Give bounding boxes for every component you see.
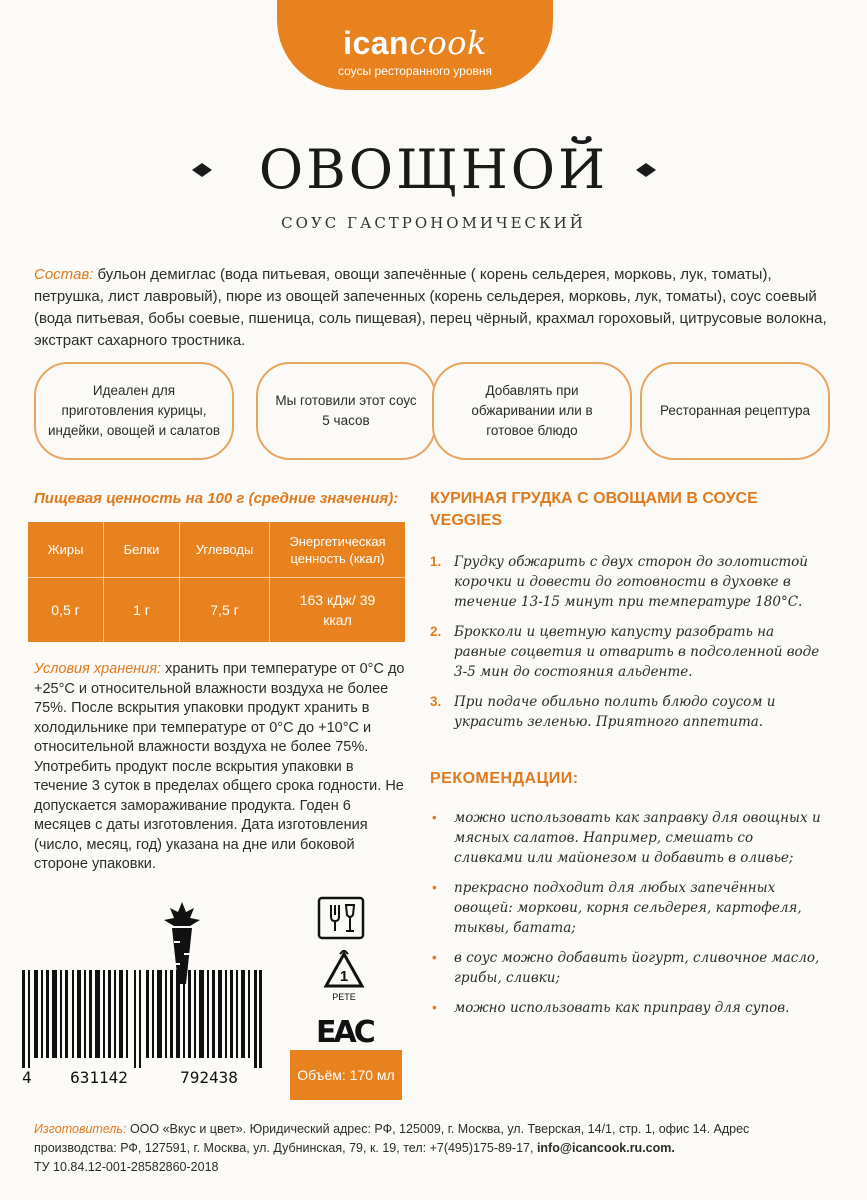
manufacturer-label: Изготовитель:: [34, 1122, 127, 1136]
product-subtitle: СОУС ГАСТРОНОМИЧЕСКИЙ: [281, 214, 586, 232]
manufacturer-text: ООО «Вкус и цвет». Юридический адрес: РФ, 125009, г. Москва, ул. Тверская, 14/1, стр. 1, офис 14. Адрес производства: РФ, 127591, г. Москва, ул. Дубнинская, 79, к. 19, тел: +7(495)175-89-17,: [34, 1122, 750, 1155]
feature-badges: [30, 362, 830, 462]
feature-badge: Ресторанная рецептура: [640, 362, 830, 460]
barcode-digit-group: 792438: [180, 1068, 238, 1087]
barcode-digit-group: 631142: [70, 1068, 128, 1087]
bullet-icon: •: [432, 950, 437, 965]
recommendation-item: [430, 948, 825, 988]
barcode: [22, 970, 262, 1068]
technical-spec: ТУ 10.84.12-001-28582860-2018: [34, 1160, 219, 1174]
recommendation-text: можно использовать как заправку для овощных и мясных салатов. Например, смешать со сливками или майонезом и добавить в оливье;: [454, 810, 821, 866]
nutrition-value-cell: 0,5 г: [28, 578, 104, 642]
manufacturer-email: info@icancook.ru.com.: [536, 1141, 675, 1155]
product-title: ОВОЩНОЙ: [258, 138, 609, 201]
nutrition-header-cell: Белки: [104, 522, 180, 577]
brand-name-script: cook: [409, 24, 487, 62]
bullet-icon: •: [432, 810, 437, 825]
recipe-step: [430, 552, 825, 612]
nutrition-value-cell: 7,5 г: [180, 578, 270, 642]
recommendation-item: [430, 878, 825, 938]
brand-tagline: соусы ресторанного уровня: [338, 64, 492, 78]
recipe-steps: [430, 552, 825, 742]
composition-label: Состав:: [34, 266, 94, 283]
step-number: 1.: [430, 554, 442, 569]
recommendation-item: [430, 998, 825, 1018]
feature-badge: Добавлять при обжаривании или в готовое блюдо: [432, 362, 632, 460]
bullet-icon: •: [432, 1000, 437, 1015]
title-ornament-right: [632, 160, 658, 180]
manufacturer-address: [34, 1120, 834, 1158]
eac-mark-icon: EAC: [316, 1015, 373, 1050]
nutrition-value-cell: 1 г: [104, 578, 180, 642]
feature-badge: Мы готовили этот соус 5 часов: [256, 362, 436, 460]
composition: [34, 264, 834, 352]
recommendations-list: [430, 808, 825, 1028]
recommendation-text: можно использовать как приправу для супов.: [454, 1000, 790, 1016]
recipe-title: КУРИНАЯ ГРУДКА С ОВОЩАМИ В СОУСЕ VEGGIES: [430, 490, 758, 529]
nutrition-header-cell: Энергетическая ценность (ккал): [289, 533, 386, 566]
brand-name-bold: ican: [343, 25, 410, 61]
recommendations-title: РЕКОМЕНДАЦИИ:: [430, 770, 579, 787]
brand-name: [277, 24, 553, 62]
composition-text: бульон демиглас (вода питьевая, овощи запечённые ( корень сельдерея, морковь, лук, томаты), петрушка, лист лавровый), пюре из овощей запеченных (корень сельдерея, морковь, лук, томаты), соус соевый (вода питьевая, бобы соевые, пшеница, соль пищевая), перец чёрный, крахмал гороховый, цитрусовые волокна, экстракт сахарного тростника.: [34, 266, 827, 349]
food-safe-icon: [316, 895, 366, 941]
nutrition-title: Пищевая ценность на 100 г (средние значения):: [34, 490, 399, 507]
recipe-step: [430, 692, 825, 732]
storage-label: Условия хранения:: [34, 661, 162, 677]
storage-text: хранить при температуре от 0°С до +25°С и относительной влажности воздуха не более 75%. После вскрытия упаковки продукт хранить в холодильнике при температуре от 0°С до +10°С и относительной влажности воздуха не более 75%. Употребить продукт после вскрытия упаковки в течение 3 суток в пределах общего срока годности. Не допускается замораживание продукта. Годен 6 месяцев с даты изготовления. Дата изготовления (число, месяц, год) указана на дне или боковой стороне упаковки.: [34, 661, 405, 872]
nutrition-header-cell: Углеводы: [180, 522, 270, 577]
barcode-digit-prefix: 4: [22, 1068, 32, 1087]
feature-badge: Идеален для приготовления курицы, индейки, овощей и салатов: [34, 362, 234, 460]
storage-conditions: [34, 660, 406, 875]
packaging-icons: [316, 895, 372, 1050]
nutrition-value-row: [28, 578, 405, 642]
step-number: 3.: [430, 694, 442, 709]
nutrition-table: [28, 522, 405, 642]
step-text: Грудку обжарить с двух сторон до золотистой корочки и довести до готовности в духовке в течение 13-15 минут при температуре 180°С.: [454, 554, 809, 610]
brand-logo: [277, 0, 553, 90]
nutrition-value-cell: 163 кДж/ 39 ккал: [299, 592, 376, 628]
bullet-icon: •: [432, 880, 437, 895]
step-number: 2.: [430, 624, 442, 639]
manufacturer-info: [34, 1120, 834, 1177]
recommendation-text: прекрасно подходит для любых запечённых овощей: моркови, корня сельдерея, картофеля, тыквы, батата;: [454, 880, 802, 936]
nutrition-header-row: [28, 522, 405, 578]
step-text: При подаче обильно полить блюдо соусом и украсить зеленью. Приятного аппетита.: [454, 694, 776, 730]
volume-badge: Объём: 170 мл: [290, 1050, 402, 1100]
step-text: Брокколи и цветную капусту разобрать на равные соцветия и отварить в подсоленной воде 3-5 мин до состояния альденте.: [454, 624, 820, 680]
recipe-step: [430, 622, 825, 682]
nutrition-header-cell: Жиры: [28, 522, 104, 577]
recycle-number: 1: [339, 968, 349, 985]
recommendation-item: [430, 808, 825, 868]
barcode-digits: [22, 1068, 267, 1087]
recommendation-text: в соус можно добавить йогурт, сливочное масло, грибы, сливки;: [454, 950, 820, 986]
recycle-icon: [316, 950, 372, 1006]
recycle-code: PETE: [332, 992, 356, 1002]
